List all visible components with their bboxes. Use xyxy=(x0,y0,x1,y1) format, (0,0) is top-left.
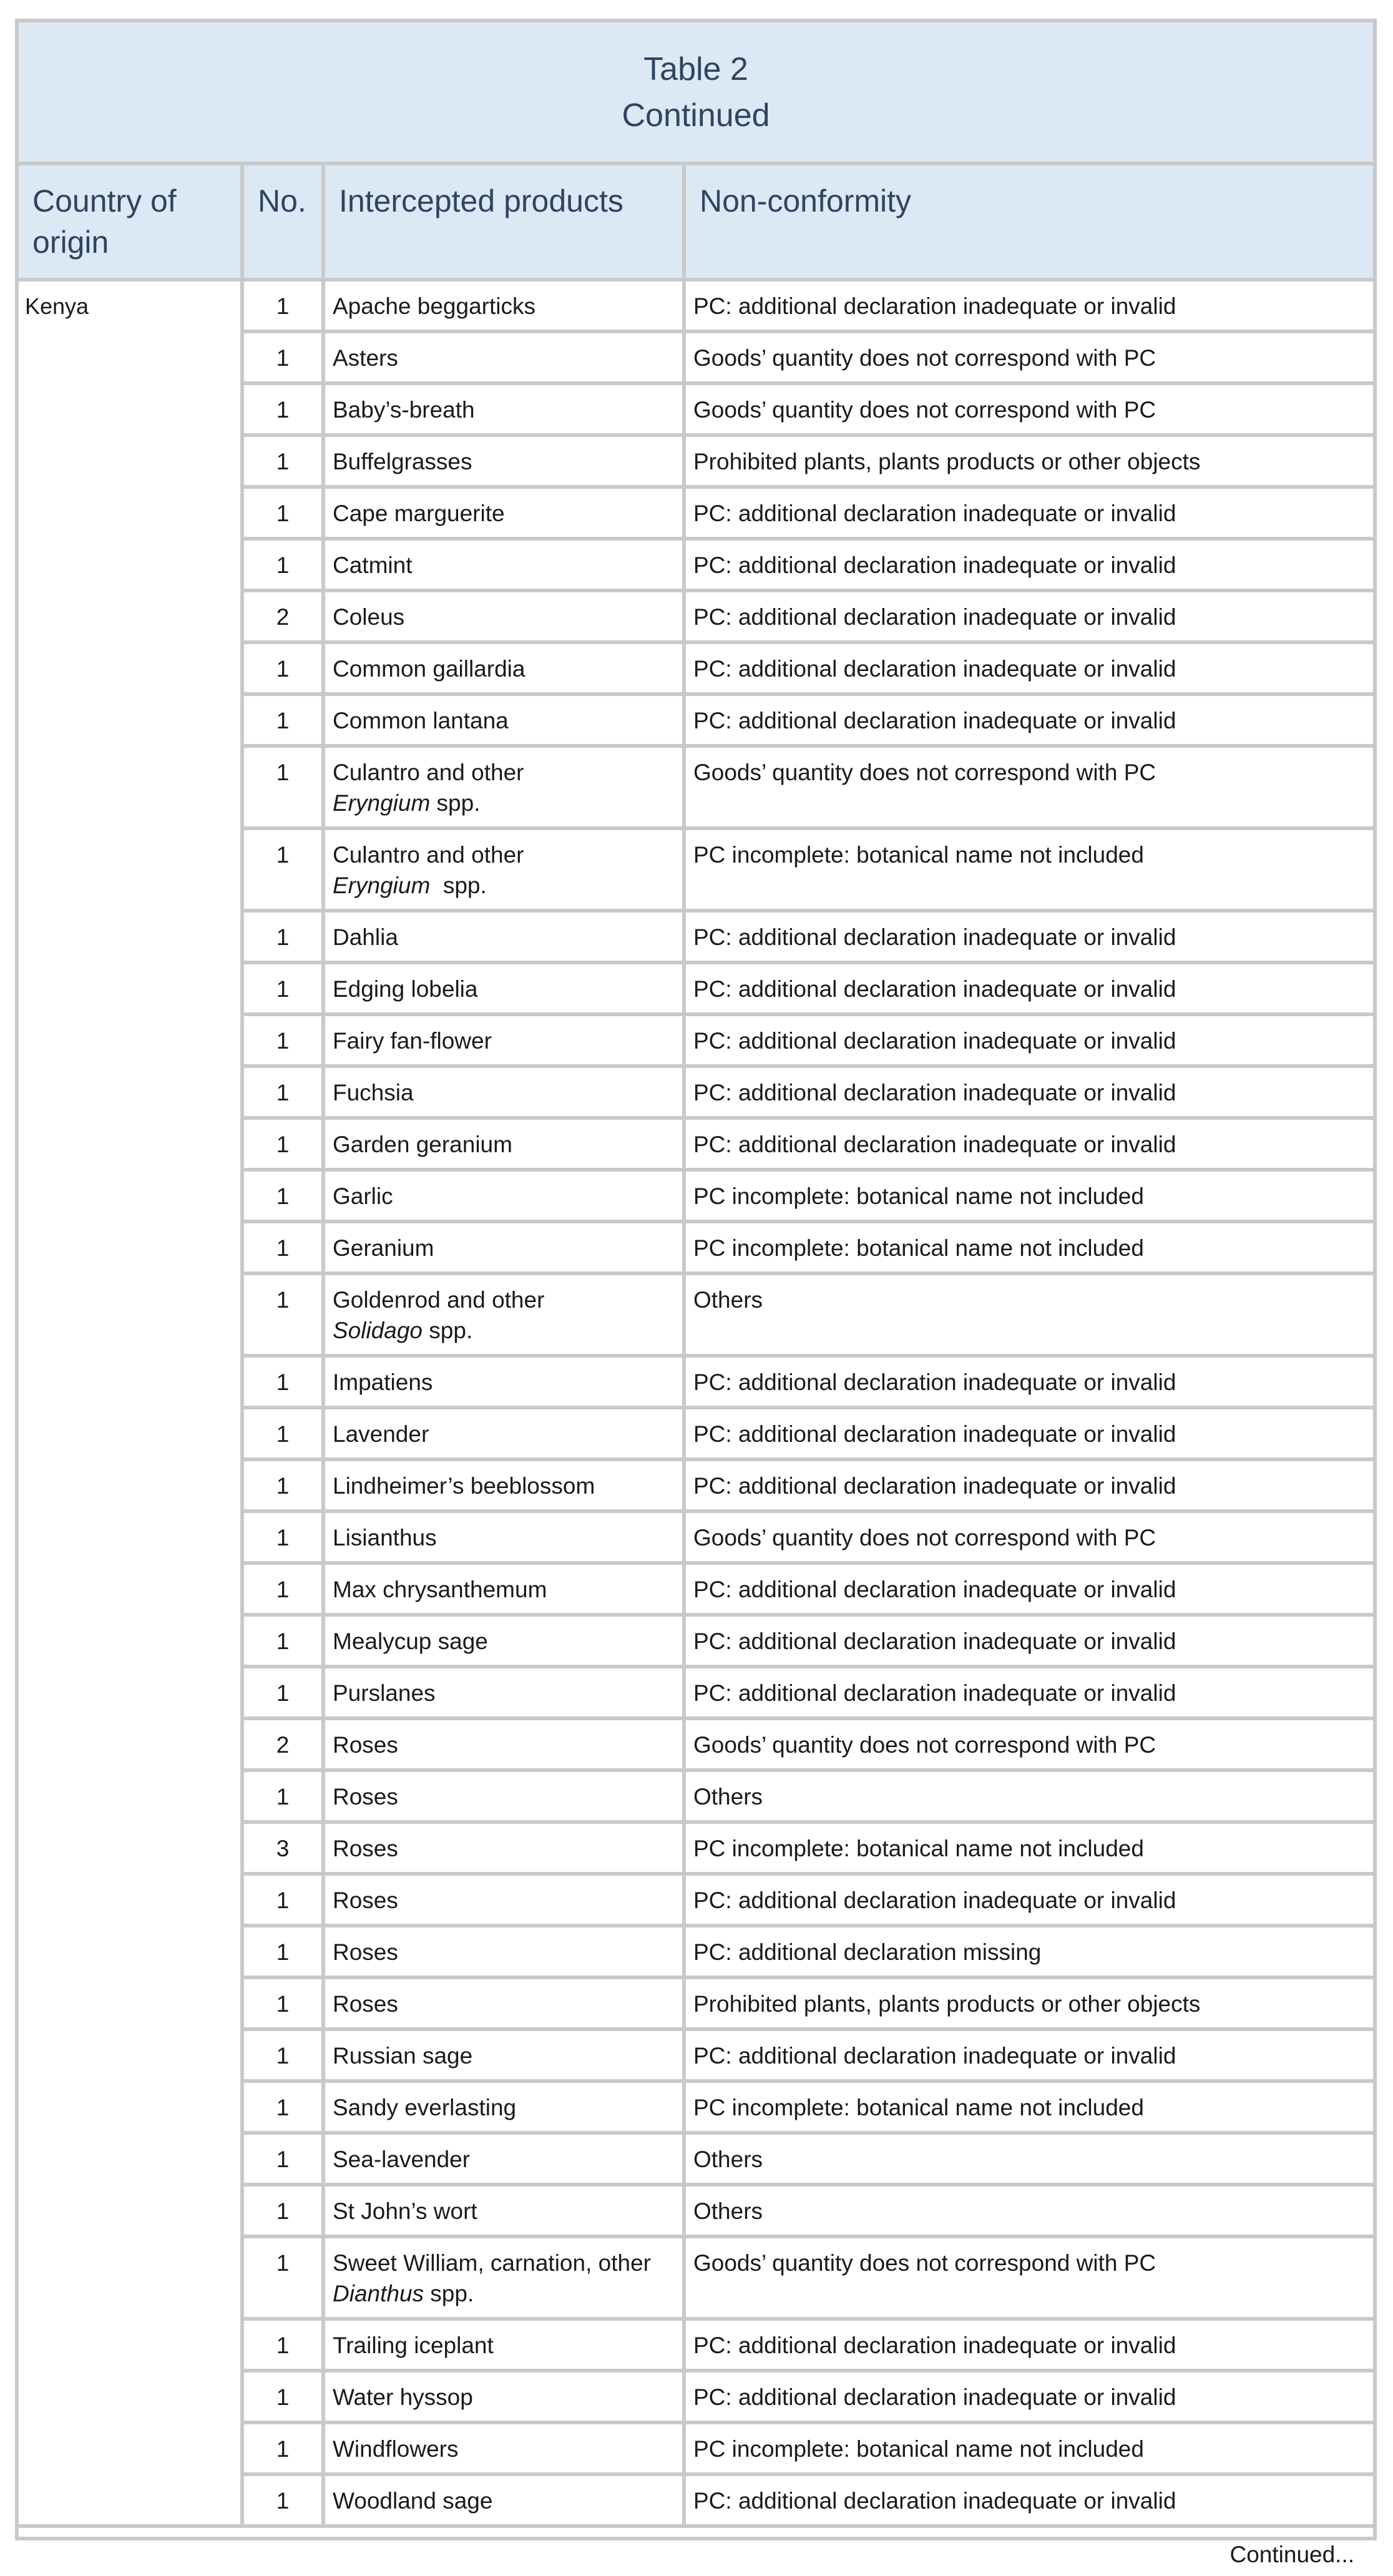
product-cell xyxy=(323,1926,684,1977)
nonconformity-cell: PC: additional declaration inadequate or invalid xyxy=(684,2474,1373,2526)
count-cell: 1 xyxy=(242,694,323,746)
product-name: Dahlia xyxy=(333,924,398,950)
product-name: Catmint xyxy=(333,552,413,578)
count-cell: 1 xyxy=(242,1222,323,1273)
count-cell: 1 xyxy=(242,1563,323,1615)
product-cell xyxy=(323,2081,684,2133)
table-caption-row xyxy=(19,22,1373,164)
table-caption xyxy=(19,22,1373,164)
count-cell: 1 xyxy=(242,1615,323,1667)
nonconformity-cell: Goods’ quantity does not correspond with PC xyxy=(684,2236,1373,2319)
count-cell: 1 xyxy=(242,487,323,539)
product-name: Woodland sage xyxy=(333,2488,493,2514)
nonconformity-cell: Others xyxy=(684,2185,1373,2236)
product-name: Roses xyxy=(333,1784,398,1810)
nonconformity-cell: PC: additional declaration inadequate or invalid xyxy=(684,1356,1373,1408)
nonconformity-cell: PC: additional declaration inadequate or invalid xyxy=(684,487,1373,539)
table-title: Table 2 xyxy=(643,51,748,87)
product-cell xyxy=(323,828,684,911)
nonconformity-cell: PC: additional declaration inadequate or invalid xyxy=(684,1563,1373,1615)
product-name: Buffelgrasses xyxy=(333,449,472,474)
nonconformity-cell: PC incomplete: botanical name not included xyxy=(684,1822,1373,1874)
product-name: Coleus xyxy=(333,604,405,630)
nonconformity-cell: PC: additional declaration inadequate or invalid xyxy=(684,962,1373,1014)
product-name: Lavender xyxy=(333,1421,429,1447)
product-name: Common gaillardia xyxy=(333,656,525,682)
count-cell: 1 xyxy=(242,1014,323,1066)
product-cell xyxy=(323,2236,684,2319)
product-name: Garlic xyxy=(333,1183,393,1209)
count-cell: 1 xyxy=(242,2081,323,2133)
count-cell: 1 xyxy=(242,746,323,828)
count-cell: 1 xyxy=(242,1273,323,1356)
product-cell xyxy=(323,539,684,590)
product-cell xyxy=(323,1718,684,1770)
nonconformity-cell: PC: additional declaration inadequate or invalid xyxy=(684,1118,1373,1170)
product-cell xyxy=(323,1408,684,1459)
product-cell xyxy=(323,280,684,331)
product-name: Trailing iceplant xyxy=(333,2333,494,2358)
count-cell: 1 xyxy=(242,383,323,435)
count-cell: 1 xyxy=(242,1926,323,1977)
product-name: Edging lobelia xyxy=(333,976,478,1002)
product-name: Purslanes xyxy=(333,1680,436,1706)
nonconformity-cell: PC: additional declaration inadequate or invalid xyxy=(684,694,1373,746)
species-name: Eryngium xyxy=(333,873,431,898)
nonconformity-cell: PC: additional declaration inadequate or invalid xyxy=(684,2371,1373,2422)
product-cell xyxy=(323,1356,684,1408)
product-cell xyxy=(323,487,684,539)
count-cell: 1 xyxy=(242,1170,323,1222)
interceptions-table xyxy=(19,22,1373,2576)
count-cell: 1 xyxy=(242,1118,323,1170)
product-cell xyxy=(323,1615,684,1667)
count-cell: 1 xyxy=(242,1356,323,1408)
count-cell: 1 xyxy=(242,331,323,383)
nonconformity-cell: Goods’ quantity does not correspond with PC xyxy=(684,1718,1373,1770)
product-cell xyxy=(323,2029,684,2081)
nonconformity-cell: Goods’ quantity does not correspond with PC xyxy=(684,331,1373,383)
product-cell xyxy=(323,1273,684,1356)
count-cell: 1 xyxy=(242,2133,323,2185)
product-cell xyxy=(323,962,684,1014)
count-cell: 1 xyxy=(242,2236,323,2319)
nonconformity-cell: PC incomplete: botanical name not included xyxy=(684,1222,1373,1273)
nonconformity-cell: PC: additional declaration inadequate or invalid xyxy=(684,2029,1373,2081)
count-cell: 1 xyxy=(242,962,323,1014)
count-cell: 1 xyxy=(242,642,323,694)
continued-note: Continued... xyxy=(19,2526,1373,2576)
nonconformity-cell: Others xyxy=(684,1273,1373,1356)
product-name: Roses xyxy=(333,1732,398,1758)
product-cell xyxy=(323,911,684,962)
product-cell xyxy=(323,642,684,694)
count-cell: 3 xyxy=(242,1822,323,1874)
product-name: Russian sage xyxy=(333,2043,473,2069)
product-name: Lindheimer’s beeblossom xyxy=(333,1473,595,1499)
nonconformity-cell: PC: additional declaration inadequate or invalid xyxy=(684,280,1373,331)
nonconformity-cell: Goods’ quantity does not correspond with PC xyxy=(684,746,1373,828)
table-row xyxy=(19,280,1373,331)
product-name: Sandy everlasting xyxy=(333,2095,517,2120)
nonconformity-cell: PC incomplete: botanical name not included xyxy=(684,2081,1373,2133)
nonconformity-cell: PC: additional declaration inadequate or invalid xyxy=(684,911,1373,962)
product-cell xyxy=(323,1770,684,1822)
nonconformity-cell: PC: additional declaration inadequate or invalid xyxy=(684,1459,1373,1511)
nonconformity-cell: PC: additional declaration missing xyxy=(684,1926,1373,1977)
product-cell xyxy=(323,746,684,828)
product-name: Fairy fan-flower xyxy=(333,1028,492,1054)
count-cell: 1 xyxy=(242,1408,323,1459)
nonconformity-cell: PC: additional declaration inadequate or invalid xyxy=(684,590,1373,642)
product-name: Sea-lavender xyxy=(333,2147,471,2172)
product-name: Apache beggarticks xyxy=(333,293,535,319)
product-name: Roses xyxy=(333,1836,398,1861)
header-number: No. xyxy=(242,164,323,280)
product-name: Culantro and other xyxy=(333,760,524,785)
country-cell: Kenya xyxy=(19,280,242,2526)
count-cell: 1 xyxy=(242,1511,323,1563)
product-cell xyxy=(323,383,684,435)
product-name: Impatiens xyxy=(333,1369,433,1395)
count-cell: 1 xyxy=(242,2474,323,2526)
count-cell: 1 xyxy=(242,2185,323,2236)
count-cell: 1 xyxy=(242,1977,323,2029)
nonconformity-cell: PC incomplete: botanical name not included xyxy=(684,2422,1373,2474)
product-name: Garden geranium xyxy=(333,1132,512,1157)
count-cell: 1 xyxy=(242,2371,323,2422)
nonconformity-cell: Prohibited plants, plants products or other objects xyxy=(684,435,1373,487)
product-cell xyxy=(323,1563,684,1615)
nonconformity-cell: PC: additional declaration inadequate or invalid xyxy=(684,1874,1373,1926)
product-name: Roses xyxy=(333,1939,398,1965)
count-cell: 1 xyxy=(242,828,323,911)
product-name: Roses xyxy=(333,1888,398,1913)
product-name: Common lantana xyxy=(333,708,509,733)
count-cell: 1 xyxy=(242,1770,323,1822)
product-cell xyxy=(323,1874,684,1926)
count-cell: 2 xyxy=(242,590,323,642)
species-suffix: spp. xyxy=(430,790,481,816)
header-nonconformity: Non-conformity xyxy=(684,164,1373,280)
species-suffix: spp. xyxy=(423,1318,473,1343)
nonconformity-cell: PC: additional declaration inadequate or invalid xyxy=(684,539,1373,590)
species-name: Eryngium xyxy=(333,790,431,816)
product-name: Water hyssop xyxy=(333,2384,473,2410)
product-cell xyxy=(323,2319,684,2371)
product-name: Baby’s-breath xyxy=(333,397,475,423)
product-cell xyxy=(323,1511,684,1563)
product-cell xyxy=(323,1977,684,2029)
product-name: Asters xyxy=(333,345,398,371)
count-cell: 2 xyxy=(242,1718,323,1770)
product-name: Goldenrod and other xyxy=(333,1287,545,1313)
count-cell: 1 xyxy=(242,280,323,331)
count-cell: 1 xyxy=(242,1066,323,1118)
table-frame xyxy=(15,19,1377,2567)
table-subtitle: Continued xyxy=(622,97,770,134)
header-product: Intercepted products xyxy=(323,164,684,280)
species-suffix: spp. xyxy=(424,2281,474,2306)
product-name: Culantro and other xyxy=(333,842,524,868)
footer-row xyxy=(19,2526,1373,2576)
count-cell: 1 xyxy=(242,2422,323,2474)
nonconformity-cell: PC incomplete: botanical name not included xyxy=(684,1170,1373,1222)
nonconformity-cell: PC: additional declaration inadequate or invalid xyxy=(684,2319,1373,2371)
product-name: Max chrysanthemum xyxy=(333,1577,547,1602)
species-suffix: spp. xyxy=(430,873,487,898)
nonconformity-cell: PC: additional declaration inadequate or invalid xyxy=(684,642,1373,694)
header-country: Country of origin xyxy=(19,164,242,280)
count-cell: 1 xyxy=(242,2319,323,2371)
product-cell xyxy=(323,331,684,383)
product-cell xyxy=(323,1014,684,1066)
product-cell xyxy=(323,2371,684,2422)
product-cell xyxy=(323,435,684,487)
product-cell xyxy=(323,1118,684,1170)
product-name: Cape marguerite xyxy=(333,501,505,526)
product-cell xyxy=(323,1066,684,1118)
species-name: Solidago xyxy=(333,1318,423,1343)
product-cell xyxy=(323,2474,684,2526)
count-cell: 1 xyxy=(242,1874,323,1926)
product-name: Sweet William, carnation, other xyxy=(333,2250,651,2276)
product-name: Roses xyxy=(333,1991,398,2017)
table-body xyxy=(19,280,1373,2526)
product-name: Lisianthus xyxy=(333,1525,437,1550)
count-cell: 1 xyxy=(242,435,323,487)
product-cell xyxy=(323,1822,684,1874)
product-name: Windflowers xyxy=(333,2436,459,2462)
product-cell xyxy=(323,2133,684,2185)
count-cell: 1 xyxy=(242,1459,323,1511)
nonconformity-cell: PC: additional declaration inadequate or invalid xyxy=(684,1667,1373,1718)
nonconformity-cell: PC: additional declaration inadequate or invalid xyxy=(684,1014,1373,1066)
product-name: St John’s wort xyxy=(333,2198,477,2224)
nonconformity-cell: Others xyxy=(684,2133,1373,2185)
nonconformity-cell: Goods’ quantity does not correspond with PC xyxy=(684,383,1373,435)
count-cell: 1 xyxy=(242,1667,323,1718)
nonconformity-cell: PC: additional declaration inadequate or invalid xyxy=(684,1066,1373,1118)
count-cell: 1 xyxy=(242,539,323,590)
nonconformity-cell: Prohibited plants, plants products or other objects xyxy=(684,1977,1373,2029)
nonconformity-cell: PC incomplete: botanical name not included xyxy=(684,828,1373,911)
product-cell xyxy=(323,590,684,642)
product-cell xyxy=(323,2422,684,2474)
product-cell xyxy=(323,694,684,746)
product-cell xyxy=(323,1459,684,1511)
nonconformity-cell: Goods’ quantity does not correspond with PC xyxy=(684,1511,1373,1563)
product-name: Mealycup sage xyxy=(333,1628,488,1654)
header-row xyxy=(19,164,1373,280)
nonconformity-cell: PC: additional declaration inadequate or invalid xyxy=(684,1615,1373,1667)
species-name: Dianthus xyxy=(333,2281,424,2306)
product-cell xyxy=(323,1170,684,1222)
product-cell xyxy=(323,2185,684,2236)
nonconformity-cell: PC: additional declaration inadequate or invalid xyxy=(684,1408,1373,1459)
count-cell: 1 xyxy=(242,911,323,962)
product-cell xyxy=(323,1667,684,1718)
product-cell xyxy=(323,1222,684,1273)
product-name: Geranium xyxy=(333,1235,434,1261)
product-name: Fuchsia xyxy=(333,1080,414,1105)
count-cell: 1 xyxy=(242,2029,323,2081)
nonconformity-cell: Others xyxy=(684,1770,1373,1822)
